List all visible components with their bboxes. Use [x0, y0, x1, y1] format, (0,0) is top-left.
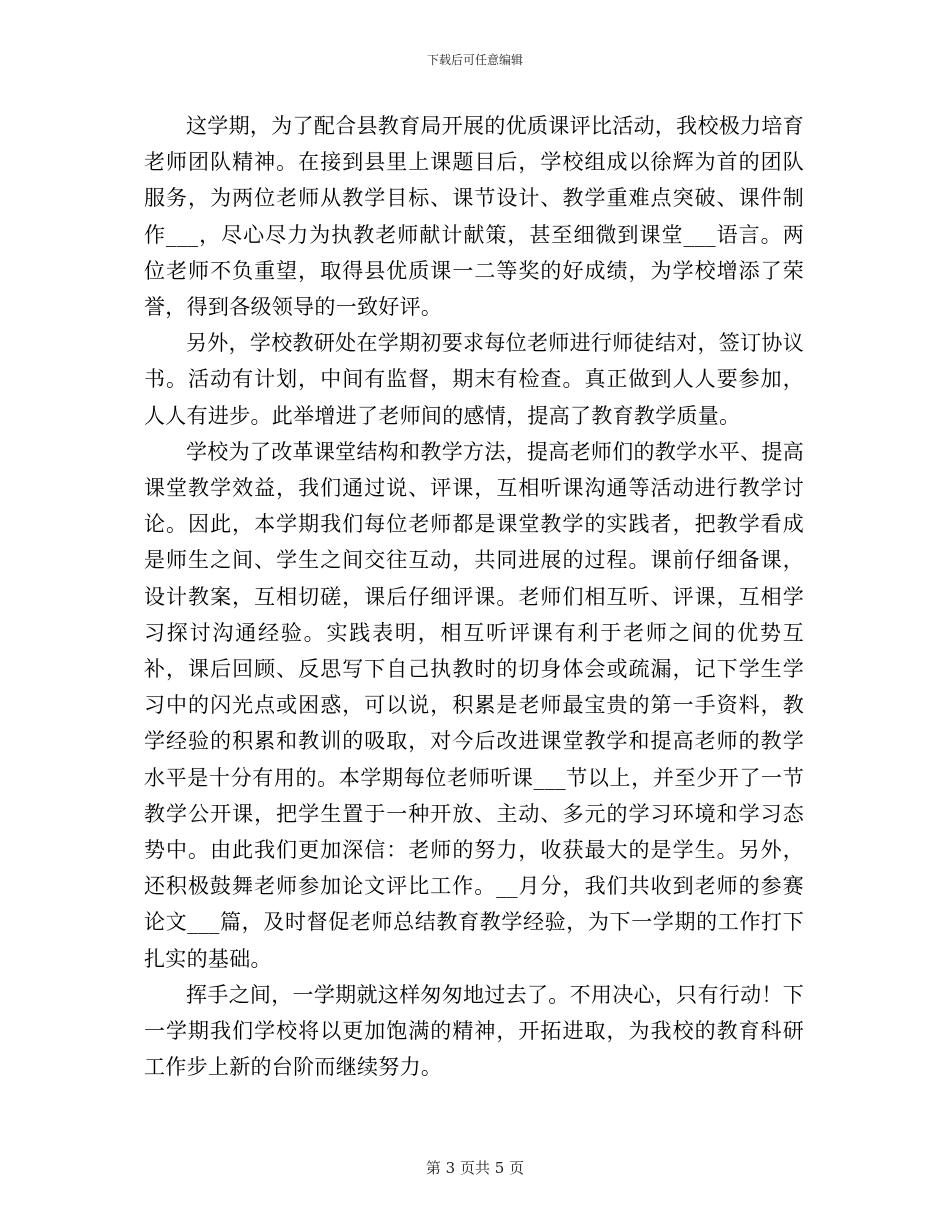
paragraph-competition: 这学期，为了配合县教育局开展的优质课评比活动，我校极力培育老师团队精神。在接到县里上课题目后，学校组成以徐辉为首的团队服务，为两位老师从教学目标、课节设计、教学重难点突破、课件制作___，尽心尽力为执教老师献计献策，甚至细微到课堂___语言。两位老师不负重望，取得县优质课一二等奖的好成绩，为学校增添了荣誉，得到各级领导的一致好评。: [144, 114, 804, 320]
paragraph-teaching-reform: 学校为了改革课堂结构和教学方法，提高老师们的教学水平、提高课堂教学效益，我们通过说、评课，互相听课沟通等活动进行教学讨论。因此，本学期我们每位老师都是课堂教学的实践者，把教学看成是师生之间、学生之间交往互动，共同进展的过程。课前仔细备课，设计教案，互相切磋，课后仔细评课。老师们相互听、评课，互相学习探讨沟通经验。实践表明，相互听评课有利于老师之间的优势互补，课后回顾、反思写下自己执教时的切身体会或疏漏，记下学生学习中的闪光点或困惑，可以说，积累是老师最宝贵的第一手资料，教学经验的积累和教训的吸取，对今后改进课堂教学和提高老师的教学水平是十分有用的。本学期每位老师听课___节以上，并至少开了一节教学公开课，把学生置于一种开放、主动、多元的学习环境和学习态势中。由此我们更加深信：老师的努力，收获最大的是学生。另外，还积极鼓舞老师参加论文评比工作。__月分，我们共收到老师的参赛论文___篇，及时督促老师总结教育教学经验，为下一学期的工作打下扎实的基础。: [144, 439, 804, 971]
page-number: 第 3 页共 5 页: [425, 1159, 525, 1177]
page-header: 下载后可任意编辑: [426, 53, 523, 67]
paragraph-mentoring: 另外，学校教研处在学期初要求每位老师进行师徒结对，签订协议书。活动有计划，中间有监督，期末有检查。真正做到人人要参加，人人有进步。此举增进了老师间的感情，提高了教育教学质量。: [144, 331, 804, 428]
document-body: [144, 108, 804, 1085]
paragraph-closing: 挥手之间，一学期就这样匆匆地过去了。不用决心，只有行动！下一学期我们学校将以更加饱满的精神，开拓进取，为我校的教育科研工作步上新的台阶而继续努力。: [144, 982, 804, 1080]
